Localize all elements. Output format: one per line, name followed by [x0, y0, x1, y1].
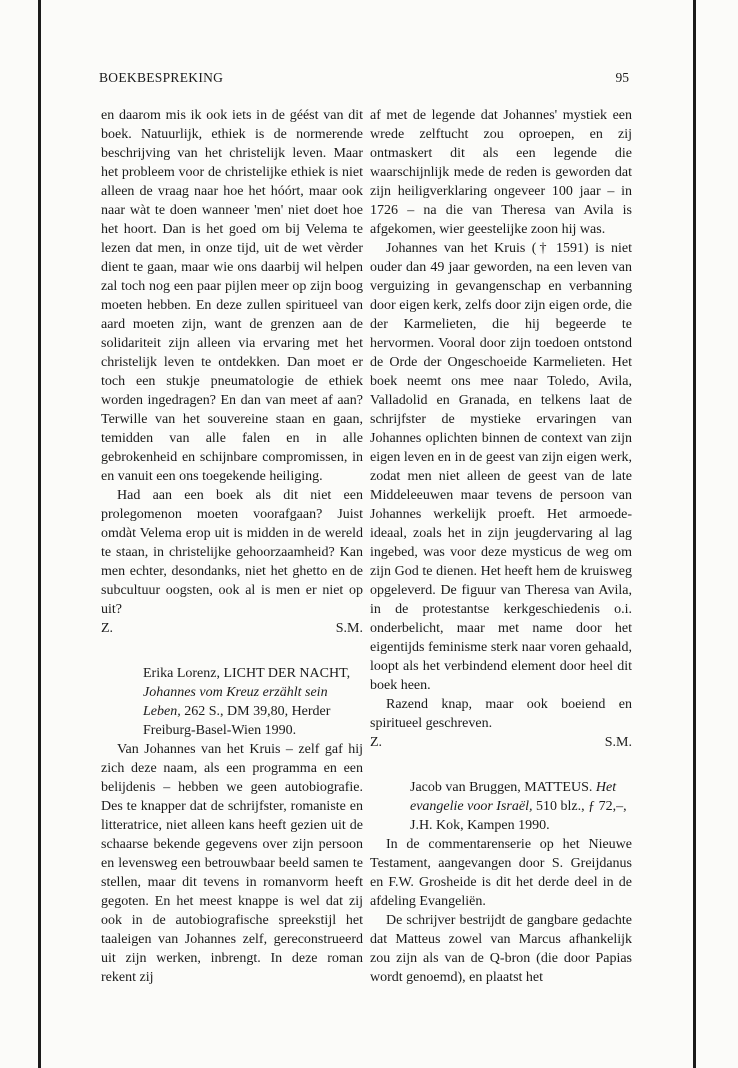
review-paragraph: Van Johannes van het Kruis – zelf gaf hij zich deze naam, als een programma en een belijdenis – hebben we geen autobiografie. Des te knapper dat de schrijfster, romaniste en litteratrice, niet alleen kans heeft gezien uit de schaarse bekende gegevens over zijn persoon en levensweg een betrouwbaar beeld samen te stellen, maar dit tevens in romanvorm heeft gegoten. En het meest knappe is wel dat zij ook in de autobiografische spreekstijl het taaleigen van Johannes zelf, gereconstrueerd uit zijn werken, inbrengt. In deze roman rekent zij [101, 742, 363, 985]
book-details: 262 S., DM 39,80, Herder Freiburg-Basel-Wien 1990. [143, 704, 331, 738]
left-column [101, 106, 363, 987]
page-number: 95 [615, 70, 629, 85]
review-paragraph: Razend knap, maar ook boeiend en spiritueel geschreven. [370, 697, 632, 731]
signature-place: Z. [101, 621, 114, 636]
page-left-edge [38, 0, 41, 1068]
review-signature [101, 619, 363, 638]
review-paragraph: Johannes van het Kruis († 1591) is niet ouder dan 49 jaar geworden, na een leven van verguizing in gevangenschap en verbanning door eigen kerk, zelfs door zijn eigen orde, die der Karmelieten, die hij begeerde te hervormen. Vooral door zijn toedoen ontstond de Orde der Ongeschoeide Karmelieten. Het boek neemt ons mee naar Toledo, Avila, Valladolid en Granada, en telkens laat de schrijfster de mystieke ervaringen van Johannes oplichten binnen de context van zijn eigen leven en in de geest van zijn eigen werk, zodat men niet alleen de geest van de late Middeleeuwen maar tevens de persoon van Johannes werkelijk proeft. Het armoede-ideaal, zoals het in zijn jeugdervaring al lag ingebed, was voor deze mysticus de weg om zijn God te dienen. Het heeft hem de kruisweg opgeleverd. De figuur van Theresa van Avila, in de protestantse kerkgeschiedenis o.i. onderbelicht, maar met name door het eigentijds feminisme sterk naar voren gehaald, loopt als het verbindend element door heel dit boek heen. [370, 241, 632, 693]
review-paragraph: Had aan een boek als dit niet een prolegomenon moeten voorafgaan? Juist omdàt Velema erop uit is midden in de wereld te staan, in christelijke gehoorzaamheid? Kan men echter, desondanks, niet het ghetto en de subcultuur oogsten, ook al is men er niet op uit? [101, 488, 363, 617]
book-subtitle: Het evangelie voor Israël, [410, 780, 617, 814]
right-column [370, 106, 632, 987]
signature-initials: S.M. [335, 621, 363, 636]
book-author-title: Erika Lorenz, LICHT DER NACHT, [143, 666, 351, 681]
book-citation [410, 778, 632, 835]
review-paragraph: In de commentarenserie op het Nieuwe Testament, aangevangen door S. Greijdanus en F.W. Grosheide is dit het derde deel in de afdeling Evangeliën. [370, 837, 632, 909]
review-paragraph: De schrijver bestrijdt de gangbare gedachte dat Matteus zowel van Marcus afhankelijk zou zijn als van de Q-bron (die door Papias wordt genoemd), en plaatst het [370, 913, 632, 985]
signature-place: Z. [370, 735, 383, 750]
book-author-title: Jacob van Bruggen, MATTEUS. [410, 780, 593, 795]
section-title: BOEKBESPREKING [99, 70, 224, 85]
signature-initials: S.M. [604, 735, 632, 750]
review-paragraph: en daarom mis ik ook iets in de géést van dit boek. Natuurlijk, ethiek is de normerende beschrijving van het christelijk leven. Maar het probleem voor de christelijke ethiek is niet alleen de vraag naar hoe het hóórt, maar ook naar wàt te doen wanneer 'men' niet doet hoe het hoort. Dan is het goed om bij Velema te lezen dat men, in onze tijd, uit de wet vèrder dient te gaan, maar wie ons daarbij wil helpen zal toch nog een paar pijlen meer op zijn boog moeten hebben. En deze zullen spiritueel van aard moeten zijn, want de grenzen aan de solidariteit zijn alleen via ervaring met het christelijk leven te ontdekken. Dan moet er toch een stukje pneumatologie de ethiek worden ingedragen? En dan van meet af aan? Terwille van het souvereine staan en gaan, temidden van alle falen en in alle gebrokenheid en schijnbare compromissen, in en vanuit een ons toegekende heiliging. [101, 108, 363, 484]
review-paragraph: af met de legende dat Johannes' mystiek een wrede zelftucht zou oproepen, en zij ontmaskert dit als een legende die waarschijnlijk mede de reden is geworden dat zijn heiligverklaring ongeveer 100 jaar – in 1726 – na die van Theresa van Avila is afgekomen, wier geestelijke zoon hij was. [370, 108, 632, 237]
book-details: 510 blz., ƒ 72,–, J.H. Kok, Kampen 1990. [410, 799, 627, 833]
review-signature [370, 733, 632, 752]
page-right-edge [693, 0, 696, 1068]
book-citation [143, 664, 363, 740]
running-header [99, 70, 629, 86]
book-subtitle: Johannes vom Kreuz erzählt sein Leben, [143, 685, 328, 719]
